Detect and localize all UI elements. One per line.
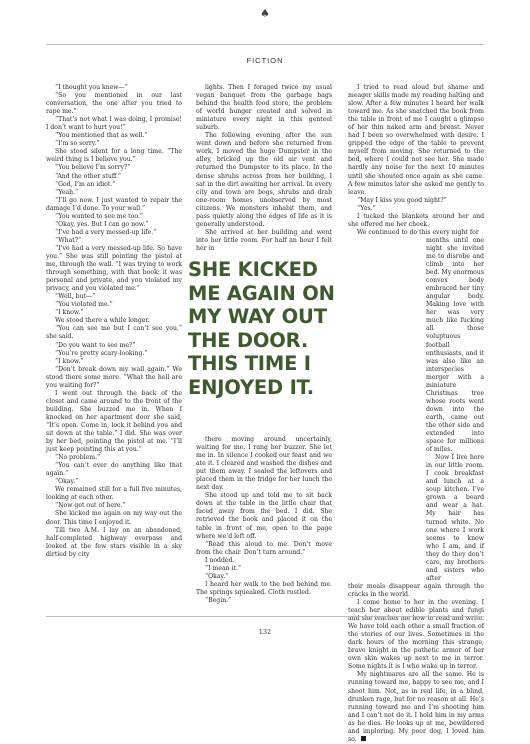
paragraph: “Now get out of here.” [55,502,126,510]
column-3-top [348,84,484,237]
paragraph: I went out through the back of the closet and came around to the front of the building. She buzzed me in. When I knocked on her apartment door she said, “It’s open. Come in, lock it behind you and sit down at the table.” I did. She was over by her bed, pointing the pistol at me. “I’ll just keep pointing this at you.” [46,389,182,454]
paragraph: “Yeah.” [55,188,79,196]
paragraph: months until one night she invited me to disrobe and climb into her bed. My enormous convex body embraced her tiny angular body. Making love with her was very much like fucking all those voluptuous football enthusiasts, and it was also like an interspecies merger with a miniature Christmas tree whose roots went down into the earth, came out the other side and extended into space for millions of miles. [426,236,484,454]
paragraph: We continued to do this every night for [357,228,479,236]
paragraph: She stood silent for a long time. “The weird thing is I believe you.” [46,148,182,164]
paragraph: Till two A.M. I lay on an abandoned, half-completed highway overpass and looked at the few stars visible in a sky dirtied by city [46,526,182,558]
paragraph: She arrived at her building and went into her little room. For half an hour I felt her in [196,228,332,252]
paragraph: “You’re pretty scary-looking.” [55,349,148,357]
pull-quote-line: SHE KICKED [188,258,318,281]
paragraph: “You wanted to see me too.” [55,212,144,220]
paragraph: “I know.” [55,357,84,365]
paragraph: “Don’t break down my wall again.” We stood there some more. “What the hell are you waiting for?” [46,365,182,389]
paragraph: “Read this aloud to me. Don’t move from the chair. Don’t turn around.” [196,540,332,556]
pull-quote-line: MY WAY OUT [188,305,327,328]
column-1 [46,84,182,559]
pull-quote-line: ME AGAIN ON [188,281,335,305]
paragraph: “So you mentioned in our last conversation, the one after you tried to rape me.” [46,92,182,116]
paragraph: “I’ll go now. I just wanted to repair the damage I’d done. To your wall.” [46,196,182,212]
pull-quote [185,258,347,399]
paragraph: I come home to her in the evening. I teach her about edible plants and fungi and she teaches me how to read and write. We have told each other a small fraction of the stories of our lives. Sometimes in the dark hours of the morning this strange, brave knight in the pathetic armor of her own skin wakes up next to me in terror. Some nights it is I who wake up in terror. [348,599,484,671]
paragraph: their meals disappear again through the cracks in the world. [348,582,484,598]
column-3 [348,84,484,744]
paragraph: I tucked the blankets around her and she offered me her cheek. [348,212,484,228]
bottom-rule [46,616,484,617]
paragraph: “And the other stuff.” [55,172,122,180]
paragraph: “You believe I’m sorry?” [55,164,131,172]
paragraph: “I’ve had a very messed-up life. So have you.” She was still pointing the pistol at me, through the wall. “I was trying to work through something, with that book; it was personal and private, and you violated my privacy, and you violated me.” [46,244,182,293]
pull-quote-line: THIS TIME I [188,352,311,375]
paragraph: We stood there a while longer. [55,317,150,325]
pull-quote-line: ENJOYED IT. [188,375,314,399]
paragraph: The following evening after the sun went down and before she returned from work, I moved the huge Dumpster in the alley, bricked up the old air vent and returned the Dumpster to its place. In the dense shrubs across from her building, I sat in the dirt awaiting her arrival. In every city and town are bogs, shrubs and drab one-room homes unobserved by most citizens. We monsters inhabit them, and pass quietly along the edges of life as it is generally understood. [196,132,332,228]
page-number: 132 [258,628,272,636]
paragraph: “What?” [55,236,82,244]
paragraph: We remained still for a full five minutes, looking at each other. [46,486,182,502]
paragraph: She kicked me again on my way out the door. This time I enjoyed it. [46,510,182,526]
top-rule [46,44,484,45]
paragraph: “Okay.” [205,572,229,580]
paragraph: I tried to read aloud but shame and meager skills made my reading halting and slow. After a few minutes I heard her walk toward me. As she snatched the book from the table in front of me I caught a glimpse of her thin naked arm and breast. Never had I been so overwhelmed with desire. I gripped the edge of the table to prevent myself from moving. She returned to the bed, where I could not see her. She made hardly any noise for the next 10 minutes until she shouted once again as she came. A few minutes later she asked me gently to leave. [348,84,484,196]
paragraph: “Okay, yes. But I can go now.” [55,220,149,228]
paragraph: “I know.” [55,309,84,317]
rabbit-head-icon: ♠ [260,7,270,20]
pull-quote-line: THE DOOR. [188,328,309,352]
paragraph: “Yes.” [357,204,376,212]
section-title: FICTION [246,56,284,65]
column-2-top [196,84,332,253]
paragraph: Now I live here in our little room. I cook breakfast and lunch at a soup kitchen. I’ve grown a beard and wear a hat. My hair has turned white. No one where I work seems to know who I am, and if they do they don’t care, my brothers and sisters who after [426,454,484,582]
column-3-bottom [348,583,484,744]
column-2-bottom [196,436,332,605]
paragraph: I heard her walk to the bed behind me. The springs squeaked. Cloth rustled. [196,580,332,596]
paragraph: I nodded. [205,556,235,564]
paragraph: “You violated me.” [55,301,113,309]
paragraph: there moving around uncertainly, waiting for me. I rang her buzzer. She let me in. In silence I cooked our feast and we ate it. I cleared and washed the dishes and put them away. I sealed the leftovers and placed them in the fridge for her lunch the next day. [196,436,332,492]
paragraph: She stood up and told me to sit back down at the table in the little chair that faced away from the bed. I did. She retrieved the book and placed it on the table in front of me, open to the page where we’d left off. [196,492,332,540]
paragraph: “Do you want to see me?” [55,341,136,349]
paragraph: “You can’t ever do anything like that again.” [46,462,182,478]
paragraph: “Begin.” [205,596,232,604]
column-3-wrap [348,237,484,583]
paragraph: “Okay.” [55,478,79,486]
paragraph: “That’s not what I was doing, I promise! I don’t want to hurt you!” [46,116,182,132]
paragraph: “I mean it.” [205,564,242,572]
paragraph: “No problem.” [55,454,101,462]
paragraph: “I thought you knew—” [55,84,128,91]
paragraph: “May I kiss you good night?” [357,196,447,204]
paragraph: “You mentioned that as well.” [55,132,148,140]
paragraph: “God, I’m an idiot.” [55,180,116,188]
paragraph: “I’ve had a very messed-up life.” [55,228,157,236]
paragraph: lights. Then I foraged twice my usual vegan banquet from the garbage bags behind the health food store, the problem of world hunger created and solved in miniature every night in this genteel suburb. [196,84,332,132]
paragraph: “Well, but—” [55,293,96,301]
end-mark [361,736,366,741]
paragraph: “You can see me but I can’t see you,” she said. [46,325,182,341]
paragraph: “I’m so sorry.” [55,140,100,148]
paragraph: My nightmares are all the same. He is running toward me, happy to see me, and I shoot him. Not, as in real life, in a blind, drunken rage, but for no reason at all. He’s running toward me and I’m shooting him and I can’t not do it. I hold him in my arms as he dies. He looks up at me, bewildered and imploring. My poor dog, I loved him so. [348,671,484,743]
